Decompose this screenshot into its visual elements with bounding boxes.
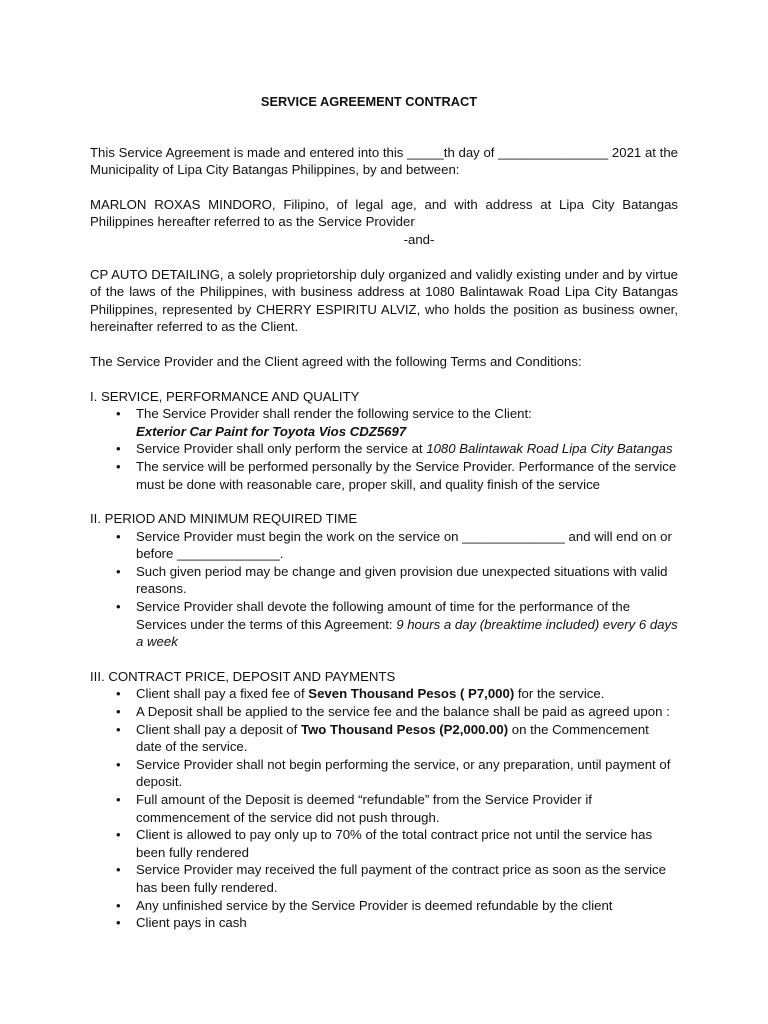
- list-item: [90, 440, 678, 458]
- bullet-icon: •: [116, 458, 121, 474]
- bullet-icon: •: [116, 528, 121, 544]
- bullet-icon: •: [116, 756, 121, 772]
- intro-paragraph: This Service Agreement is made and entered into this _____th day of _______________ 2021 at the Municipality of Lipa City Batangas Philippines, by and between:: [90, 144, 678, 178]
- fixed-fee-amount: Seven Thousand Pesos ( P7,000): [308, 686, 515, 702]
- bullet-icon: •: [116, 862, 121, 878]
- bullet-icon: •: [116, 406, 121, 422]
- service-address: 1080 Balintawak Road Lipa City Batangas: [426, 441, 673, 457]
- bullet-icon: •: [116, 827, 121, 843]
- list-item-text: Service Provider shall not begin performing the service, or any preparation, until payment of deposit.: [136, 756, 671, 790]
- list-item-text: Client pays in cash: [136, 915, 247, 931]
- list-item-text: for the service.: [514, 686, 605, 702]
- deposit-amount: Two Thousand Pesos (P2,000.00): [300, 721, 509, 737]
- list-item-text: Service Provider shall only perform the service at: [136, 441, 427, 457]
- bullet-icon: •: [116, 915, 121, 931]
- list-item: [90, 914, 678, 932]
- section-list-payments: [90, 685, 678, 931]
- section-list-period: [90, 528, 678, 651]
- list-item: [90, 703, 678, 721]
- and-separator: -and-: [403, 231, 435, 247]
- list-item: [90, 897, 678, 915]
- service-description: Exterior Car Paint for Toyota Vios CDZ5697: [136, 423, 407, 439]
- list-item-text: Service Provider must begin the work on the service on ______________ and will end on or before ______________.: [136, 528, 672, 562]
- list-item-text: Service Provider shall devote the following amount of time for the performance of the Services under the terms of this Agreement:: [136, 599, 631, 632]
- document-title: SERVICE AGREEMENT CONTRACT: [260, 94, 478, 109]
- time-commitment: 9 hours a day (breaktime included) every 6 days a week: [136, 616, 678, 650]
- list-item-text: The Service Provider shall render the following service to the Client:: [136, 406, 532, 422]
- list-item: [90, 598, 678, 651]
- bullet-icon: •: [116, 441, 121, 457]
- list-item-text: Service Provider may received the full payment of the contract price as soon as the service has been fully rendered.: [136, 862, 666, 895]
- bullet-icon: •: [116, 792, 121, 807]
- list-item-text: The service will be performed personally by the Service Provider. Performance of the service must be done with reasonable care, proper skill, and quality finish of the service: [136, 458, 677, 492]
- client-paragraph: CP AUTO DETAILING, a solely proprietorship duly organized and validly existing under and by virtue of the laws of the Philippines, with business address at 1080 Balintawak Road Lipa City Batangas Philippines, represented by CHERRY ESPIRITU ALVIZ, who holds the position as business owner, hereinafter referred to as the Client.: [90, 266, 678, 335]
- service-provider-paragraph: MARLON ROXAS MINDORO, Filipino, of legal age, and with address at Lipa City Batangas Philippines hereafter referred to as the Service Provider: [90, 196, 678, 230]
- list-item-text: A Deposit shall be applied to the service fee and the balance shall be paid as agreed upon :: [136, 704, 670, 720]
- section-heading-service: I. SERVICE, PERFORMANCE AND QUALITY: [90, 388, 360, 404]
- list-item-text: Client is allowed to pay only up to 70% of the total contract price not until the service has been fully rendered: [136, 827, 653, 860]
- bullet-icon: •: [116, 563, 121, 579]
- list-item-text: Such given period may be change and given provision due unexpected situations with valid reasons.: [136, 563, 668, 597]
- list-item-text: on the Commencement date of the service.: [136, 721, 649, 755]
- section-heading-period: II. PERIOD AND MINIMUM REQUIRED TIME: [90, 511, 358, 527]
- bullet-icon: •: [116, 704, 121, 720]
- list-item-text: Any unfinished service by the Service Provider is deemed refundable by the client: [136, 897, 613, 913]
- list-item: [90, 405, 678, 440]
- list-item: [90, 826, 678, 861]
- list-item-text: Client shall pay a deposit of: [136, 721, 301, 737]
- list-item-text: Full amount of the Deposit is deemed “refundable” from the Service Provider if commencement of the service did not push through.: [136, 792, 592, 825]
- terms-intro: The Service Provider and the Client agreed with the following Terms and Conditions:: [90, 353, 582, 369]
- bullet-icon: •: [116, 721, 121, 737]
- bullet-icon: •: [116, 686, 121, 702]
- bullet-icon: •: [116, 897, 121, 913]
- list-item: [90, 791, 678, 826]
- list-item: [90, 756, 678, 791]
- list-item: [90, 528, 678, 563]
- list-item: [90, 685, 678, 703]
- bullet-icon: •: [116, 599, 121, 615]
- section-heading-payments: III. CONTRACT PRICE, DEPOSIT AND PAYMENTS: [90, 668, 396, 684]
- list-item: [90, 563, 678, 598]
- section-list-service: [90, 405, 678, 493]
- list-item: [90, 721, 678, 756]
- list-item-text: Client shall pay a fixed fee of: [136, 686, 309, 702]
- list-item: [90, 861, 678, 896]
- list-item: [90, 458, 678, 493]
